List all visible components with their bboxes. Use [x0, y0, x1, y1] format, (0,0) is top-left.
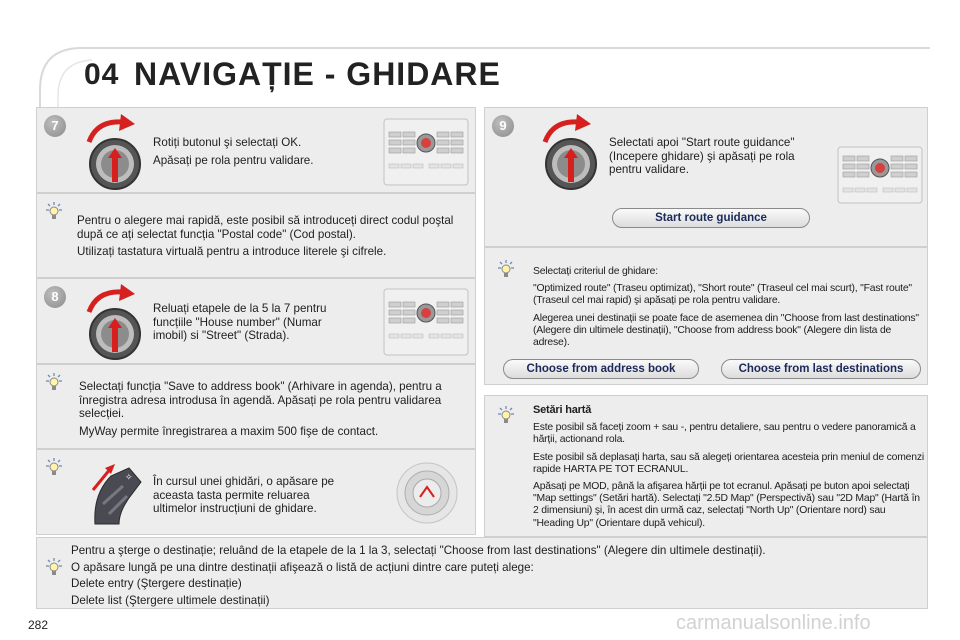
- choose-from-last-destinations-button[interactable]: Choose from last destinations: [721, 359, 921, 379]
- tip-address-line1: Selectați funcția "Save to address book" (Arhivare in agenda), pentru a înregistra adresa introdusa în agendă. Apăsați pe rola pentru validarea selecției.: [79, 380, 442, 421]
- step-badge: 8: [44, 286, 66, 308]
- tip-map-line2: Este posibil să deplasați harta, sau să alegeți orientarea acesteia prin meniul de comenzi rapide HARTA PE TOT ECRANUL.: [533, 451, 924, 475]
- tip-route-line1: Selectați criteriul de ghidare:: [533, 266, 658, 277]
- tip-map-line1: Este posibil să faceți zoom + sau -, pentru detaliere, sau pentru o vedere panoramică a hărții, actionand rola.: [533, 422, 916, 446]
- page-title: NAVIGAȚIE - GHIDARE: [134, 56, 501, 92]
- tip-repeat-instructions-panel: [36, 449, 476, 535]
- tip-repeat-text: În cursul unei ghidări, o apăsare pe aceasta tasta permite reluarea ultimelor instrucțiuni de ghidare.: [153, 475, 335, 516]
- tip-map-settings-text: [533, 404, 925, 535]
- tip-map-line3: Apăsați pe MOD, până la afişarea hărții pe tot ecranul. Apăsați pe buton apoi selectați "Map settings" (Setări hartă). Selectați "2.5D Map" (Perspectivă) sau "2D Map" (Hartă în 2 dimensiuni) şi, în acest din urmă caz, selectați "North Up" (Orientare nord) sau "Heading Up" (Orientare după vehicul).: [533, 481, 920, 529]
- step-7-text: [153, 136, 378, 171]
- tip-postal-line2: Utilizați tastatura virtuală pentru a introduce literele şi cifrele.: [77, 245, 387, 259]
- tip-delete-destination-panel: [36, 537, 928, 609]
- start-route-guidance-button[interactable]: Start route guidance: [612, 208, 810, 228]
- control-panel-image: [383, 118, 469, 186]
- tip-address-line2: MyWay permite înregistrarea a maxim 500 fişe de contact.: [79, 424, 379, 438]
- page-number: 282: [28, 618, 49, 632]
- tip-map-settings-panel: [484, 395, 928, 537]
- control-knob-image: [387, 456, 467, 530]
- lightbulb-icon: [43, 556, 65, 578]
- step-7-line1: Rotiți butonul şi selectați OK.: [153, 136, 302, 149]
- steering-stalk-icon: [89, 464, 147, 526]
- tip-address-book-text: [79, 380, 459, 442]
- lightbulb-icon: [43, 200, 65, 222]
- tip-delete-line1: Pentru a şterge o destinație; reluând de la etapele de la 1 la 3, selectați "Choose from last destinations" (Alegere din ultimele destinații).: [71, 544, 766, 557]
- rotate-knob-icon: [75, 114, 155, 192]
- lightbulb-icon: [43, 456, 65, 478]
- step-8-panel: [36, 278, 476, 364]
- step-badge: 9: [492, 115, 514, 137]
- tip-route-line3: Alegerea unei destinații se poate face de asemenea din "Choose from last destinations" (Alegere din ultimele destinații), "Choose from address book" (Alegere din lista de adrese).: [533, 312, 919, 349]
- step-badge: 7: [44, 115, 66, 137]
- step-9-panel: [484, 107, 928, 247]
- lightbulb-icon: [495, 258, 517, 280]
- tip-postal-code-panel: [36, 193, 476, 278]
- chapter-number: 04: [84, 58, 120, 91]
- tip-delete-line3: Delete entry (Ştergere destinație): [71, 577, 242, 591]
- tip-map-title: Setări hartă: [533, 404, 592, 416]
- choose-from-address-book-button[interactable]: Choose from address book: [503, 359, 699, 379]
- tip-route-criteria-text: [533, 266, 923, 354]
- lightbulb-icon: [43, 371, 65, 393]
- step-7-line2: Apăsați pe rola pentru validare.: [153, 153, 314, 167]
- rotate-knob-icon: [75, 284, 155, 362]
- tip-delete-text: [71, 544, 921, 611]
- control-panel-image: [383, 288, 469, 356]
- watermark: carmanualsonline.info: [676, 612, 871, 634]
- svg-text:✧: ✧: [125, 473, 133, 483]
- tip-postal-line1: Pentru o alegere mai rapidă, este posibil să introduceți direct codul poştal după ce ați selectat funcția "Postal code" (Cod postal).: [77, 214, 454, 241]
- tip-route-line2: "Optimized route" (Traseu optimizat), "Short route" (Traseul cel mai scurt), "Fast route" (Traseul cel mai rapid) şi apăsați pe rola pentru validare.: [533, 283, 912, 307]
- tip-delete-line4: Delete list (Ştergere ultimele destinații): [71, 593, 270, 607]
- lightbulb-icon: [495, 404, 517, 426]
- control-panel-image: [837, 146, 923, 204]
- step-7-panel: [36, 107, 476, 193]
- tip-postal-code-text: [77, 214, 469, 263]
- tip-delete-line2: O apăsare lungă pe una dintre destinații afişează o listă de acțiuni dintre care puteți alege:: [71, 560, 534, 574]
- tip-address-book-panel: [36, 364, 476, 449]
- rotate-knob-icon: [531, 114, 611, 192]
- step-8-text: Reluați etapele de la 5 la 7 pentru funcțiile "House number" (Numar imobil) si "Street" (Strada).: [153, 302, 327, 343]
- step-9-text: Selectati apoi "Start route guidance" (Incepere ghidare) şi apăsați pe rola pentru validare.: [609, 136, 795, 177]
- header-decoration: [0, 0, 960, 110]
- tip-route-criteria-panel: [484, 247, 928, 385]
